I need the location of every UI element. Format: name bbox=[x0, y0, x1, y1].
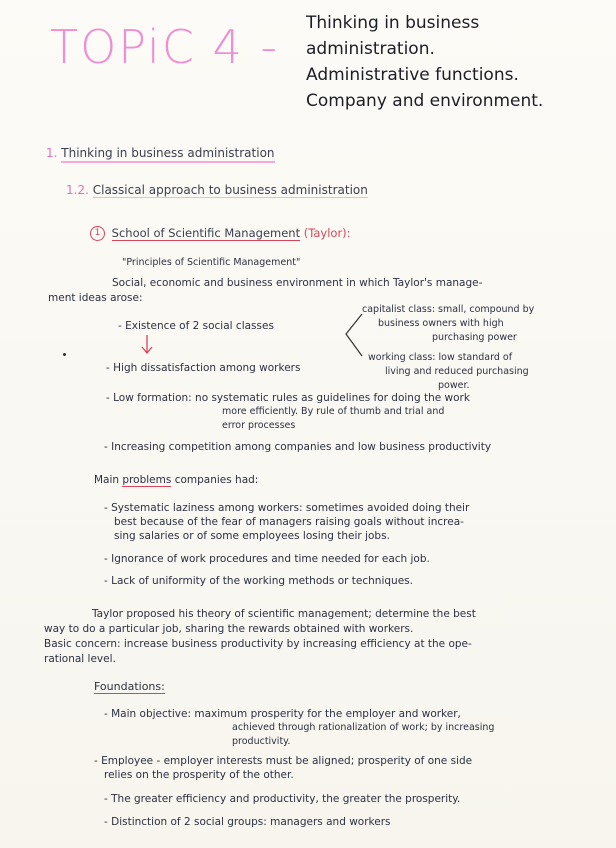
school-number: 1 bbox=[90, 226, 105, 241]
topic-heading: TOPiC 4 - bbox=[50, 20, 280, 74]
arrow-down-icon bbox=[140, 333, 154, 357]
capitalist-line-3: purchasing power bbox=[432, 332, 517, 343]
laziness-line-2: best because of the fear of managers raising goals without increa- bbox=[114, 516, 464, 528]
section-1-heading bbox=[46, 146, 275, 160]
foundation-2-line-2: relies on the prosperity of the other. bbox=[104, 769, 294, 781]
competition-item: - Increasing competition among companies and low business productivity bbox=[104, 441, 492, 453]
intro-line-2: ment ideas arose: bbox=[48, 292, 143, 304]
social-classes-item: - Existence of 2 social classes bbox=[118, 320, 274, 332]
title-line-1: Thinking in business bbox=[306, 13, 480, 33]
topic-title bbox=[306, 10, 606, 114]
problems-heading-word: problems bbox=[122, 474, 172, 486]
section-1-2-label: Classical approach to business administration bbox=[92, 183, 368, 197]
school-quote: "Principles of Scientific Management" bbox=[122, 257, 301, 268]
title-line-4: Company and environment. bbox=[306, 91, 544, 111]
foundation-3: - The greater efficiency and productivity, the greater the prosperity. bbox=[104, 793, 461, 805]
low-formation-line-3: error processes bbox=[222, 420, 296, 431]
problems-heading-pre: Main bbox=[94, 474, 120, 486]
school-heading bbox=[90, 226, 351, 241]
brace-icon bbox=[340, 312, 364, 358]
ink-dot bbox=[63, 353, 66, 356]
working-line-2: living and reduced purchasing bbox=[385, 366, 529, 377]
laziness-line-1: - Systematic laziness among workers: sometimes avoided doing their bbox=[104, 502, 470, 514]
taylor-line-3: Basic concern: increase business productivity by increasing efficiency at the ope- bbox=[44, 638, 472, 650]
section-1-2-number: 1.2. bbox=[66, 183, 89, 197]
low-formation-line-1: - Low formation: no systematic rules as guidelines for doing the work bbox=[106, 392, 470, 404]
problems-heading-post: companies had: bbox=[174, 474, 259, 486]
section-1-number: 1. bbox=[46, 146, 58, 160]
intro-line-1: Social, economic and business environment in which Taylor's manage- bbox=[112, 277, 483, 289]
foundation-1-line-3: productivity. bbox=[232, 736, 291, 747]
foundation-1-line-2: achieved through rationalization of work; by increasing bbox=[232, 722, 495, 733]
foundation-2-line-1: - Employee - employer interests must be aligned; prosperity of one side bbox=[94, 755, 473, 767]
taylor-line-4: rational level. bbox=[44, 653, 116, 665]
section-1-2-heading bbox=[66, 183, 368, 197]
dissatisfaction-item: - High dissatisfaction among workers bbox=[106, 362, 301, 374]
capitalist-line-2: business owners with high bbox=[378, 318, 504, 329]
taylor-line-1: Taylor proposed his theory of scientific management; determine the best bbox=[92, 608, 476, 620]
working-line-3: power. bbox=[438, 380, 470, 391]
foundation-4: - Distinction of 2 social groups: managers and workers bbox=[104, 816, 391, 828]
title-line-2: administration. bbox=[306, 39, 435, 59]
school-author: (Taylor): bbox=[303, 226, 351, 240]
section-1-label: Thinking in business administration bbox=[61, 146, 274, 163]
foundations-heading: Foundations: bbox=[94, 680, 165, 693]
uniformity-item: - Lack of uniformity of the working methods or techniques. bbox=[104, 575, 413, 587]
taylor-line-2: way to do a particular job, sharing the rewards obtained with workers. bbox=[44, 623, 414, 635]
problems-heading bbox=[94, 474, 258, 486]
working-line-1: working class: low standard of bbox=[368, 352, 513, 363]
ignorance-item: - Ignorance of work procedures and time needed for each job. bbox=[104, 553, 430, 565]
laziness-line-3: sing salaries or of some employees losing their jobs. bbox=[114, 530, 390, 542]
school-label: School of Scientific Management bbox=[111, 226, 301, 240]
foundation-1-line-1: - Main objective: maximum prosperity for the employer and worker, bbox=[104, 708, 461, 720]
low-formation-line-2: more efficiently. By rule of thumb and trial and bbox=[222, 406, 445, 417]
capitalist-line-1: capitalist class: small, compound by bbox=[362, 304, 535, 315]
title-line-3: Administrative functions. bbox=[306, 65, 519, 85]
